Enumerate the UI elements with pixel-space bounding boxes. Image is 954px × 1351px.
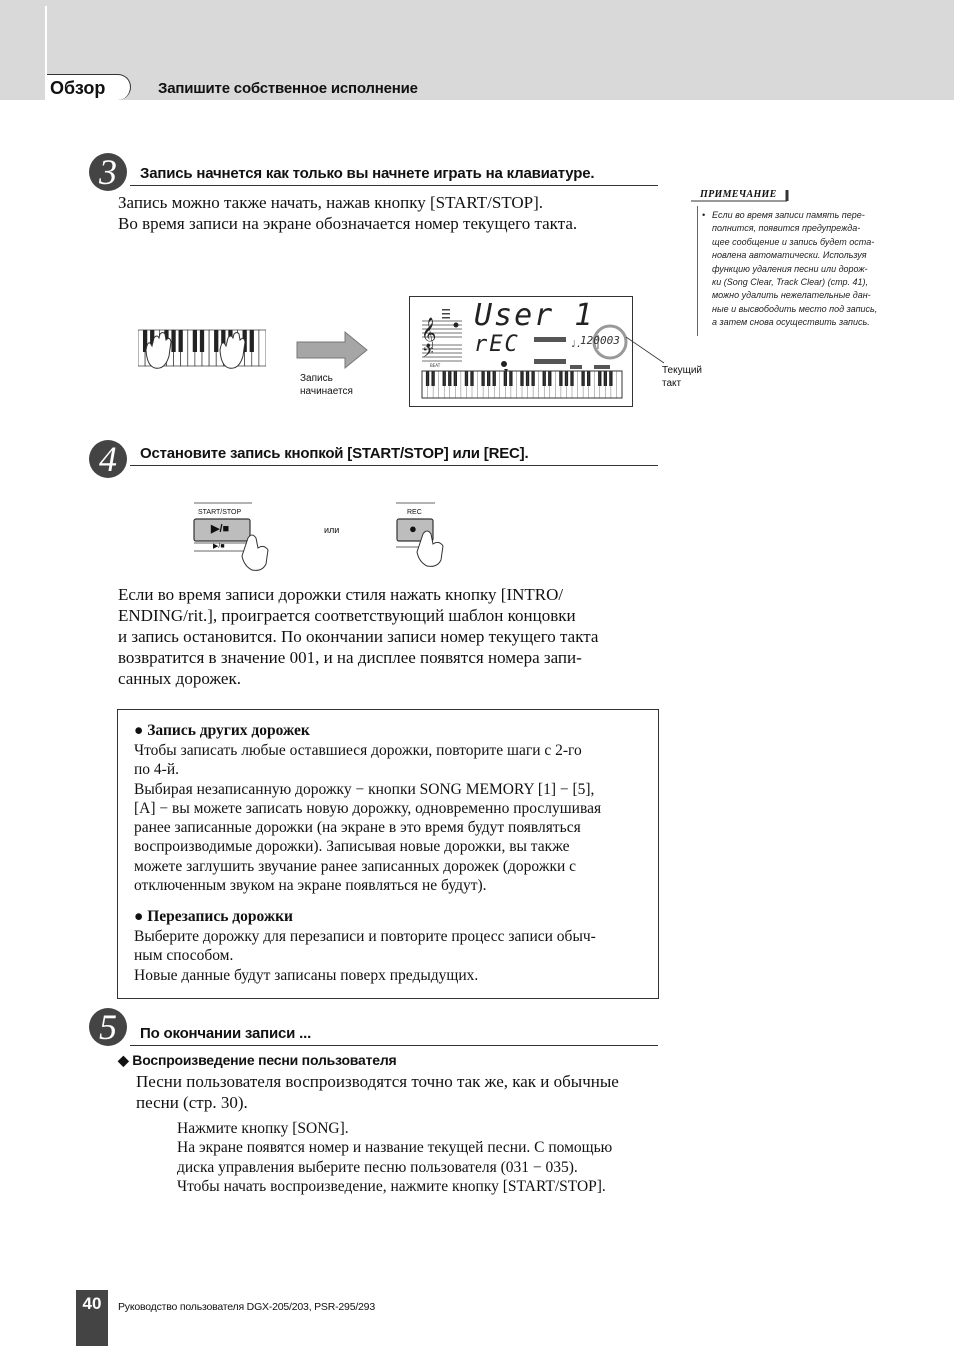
svg-text:♩.: ♩. [570,339,583,350]
paragraph-line: ранее записанные дорожки (на экране в это время будут появляться [134,819,581,837]
lcd-tempo: 120 [580,334,600,347]
page-header [0,0,954,100]
paragraph-line: отключенным звуком на экране появляться не будут). [134,877,487,895]
instruction-line: Чтобы начать воспроизведение, нажмите кнопку [START/STOP]. [177,1177,606,1195]
step-3-line-2: Во время записи на экране обозначается номер текущего такта. [118,214,578,233]
bullet-icon: ● [134,908,144,925]
paragraph-line: [A] − вы можете записать новую дорожку, одновременно прослушивая [134,799,602,817]
note-line: ные и высвободить место под запись, [712,303,878,314]
info-box-paragraph-1 [134,741,601,895]
note-bullet: • [702,210,706,220]
heading-text: Запись других дорожек [147,722,310,739]
paragraph-line: песни (стр. 30). [136,1093,248,1112]
lcd-measure: 003 [600,334,620,347]
info-box-heading-1 [134,721,310,740]
diamond-icon: ◆ [118,1052,129,1068]
paragraph-line: воспроизводимые дорожки). Записывая новые дорожки, вы также [134,838,570,856]
note-line: функцию удаления песни или дорож- [712,263,868,274]
section-tab-label: Обзор [50,78,106,98]
step-4-number: 4 [99,439,117,479]
arrow-caption [300,372,353,398]
paragraph-line: ным способом. [134,947,234,965]
callout-label-line: Текущий [662,365,702,376]
callout-leader [624,335,669,365]
step-4-rule [130,465,658,466]
step-3-line-1: Запись можно также начать, нажав кнопку [START/STOP]. [118,193,544,212]
note-line: а затем снова осуществить запись. [712,317,870,328]
paragraph-line: по 4-й. [134,761,180,779]
paragraph-line: Новые данные будут записаны поверх предыдущих. [134,966,479,984]
step-3-title: Запись начнется как только вы начнете играть на клавиатуре. [140,165,595,182]
instruction-line: На экране появятся номер и название текущей песни. С помощью [177,1139,613,1157]
paragraph-line: ENDING/rit.], проиграется соответствующий шаблон концовки [118,606,576,625]
step-5-instructions [177,1119,612,1196]
paragraph-line: Песни пользователя воспроизводятся точно так же, как и обычные [136,1072,619,1091]
start-stop-symbol: ▶/■ [211,523,230,535]
arrow-caption-line: Запись [300,373,333,384]
info-box-paragraph-2 [134,927,596,985]
keyboard-hands-illustration [138,328,266,384]
callout-label [662,364,702,390]
paragraph-line: Выбирая незаписанную дорожку − кнопки SONG MEMORY [1] − [5], [134,780,595,798]
lcd-song-name: User 1 [474,298,595,333]
step-3-number: 3 [99,152,117,192]
step-4-badge [89,440,127,478]
note-line: ки (Song Clear, Track Clear) (стр. 41), [712,277,869,288]
callout-label-line: такт [662,378,682,389]
rec-button-illustration [393,502,463,572]
step-5-rule [130,1045,658,1046]
step-5-subheading [118,1052,397,1069]
paragraph-line: можете заглушить звучание ранее записанных дорожек (дорожки с [134,857,577,875]
paragraph-line: и запись остановится. По окончании записи номер текущего такта [118,627,599,646]
note-label: ПРИМЕЧАНИЕ [700,189,777,200]
rec-symbol: ● [409,521,417,536]
instruction-line: диска управления выберите песню пользователя (031 − 035). [177,1158,578,1176]
note-line: щее сообщение и запись будет оста- [712,236,875,247]
rec-button-frame [393,502,463,572]
paragraph-line: Если во время записи дорожки стиля нажать кнопку [INTRO/ [118,585,564,604]
heading-text: Перезапись дорожки [147,908,293,925]
lcd-status: rEC [474,332,520,357]
subheading-text: Воспроизведение песни пользователя [132,1052,397,1068]
step-5-number: 5 [99,1007,117,1047]
note-side-rule [697,206,698,336]
arrow-caption-line: начинается [300,386,353,397]
step-3-rule [130,185,658,186]
paragraph-line: возвратится в значение 001, и на дисплее появятся номера запи- [118,648,582,667]
paragraph-line: Выберите дорожку для перезаписи и повторите процесс записи обыч- [134,928,596,945]
page-number: 40 [82,1294,102,1313]
note-line: новлена автоматически. Используя [712,250,867,261]
instruction-line: Нажмите кнопку [SONG]. [177,1120,349,1137]
svg-text:𝄢: 𝄢 [422,344,434,365]
footer-text: Руководство пользователя DGX-205/203, PSR-295/293 [118,1301,375,1313]
note-line: можно удалить нежелательные дан- [712,290,871,301]
step-4-paragraph [118,584,598,689]
svg-text:𝄞: 𝄞 [421,318,437,348]
bullet-icon: ● [134,722,144,739]
or-label: или [324,525,340,535]
step-3-badge [89,153,127,191]
svg-text:BEAT: BEAT [430,363,441,368]
paragraph-line: Чтобы записать любые оставшиеся дорожки, повторите шаги с 2-го [134,742,582,759]
step-5-badge [89,1008,127,1046]
note-line: полнится, появится предупрежда- [712,223,861,234]
step-5-paragraph [136,1071,619,1113]
step-4-title: Остановите запись кнопкой [START/STOP] или [REC]. [140,445,529,462]
step-5-title: По окончании записи ... [140,1025,312,1042]
start-stop-sub-symbol: ▶/■ [213,543,225,550]
rec-label: REC [407,509,422,516]
right-arrow-icon [295,330,371,370]
keyboard-icon [138,328,266,384]
start-stop-label: START/STOP [198,509,242,516]
note-line: Если во время записи память пере- [712,210,865,220]
note-body [712,209,877,330]
paragraph-line: санных дорожек. [118,669,241,688]
info-box-heading-2 [134,907,293,926]
header-subtitle: Запишите собственное исполнение [158,80,418,97]
